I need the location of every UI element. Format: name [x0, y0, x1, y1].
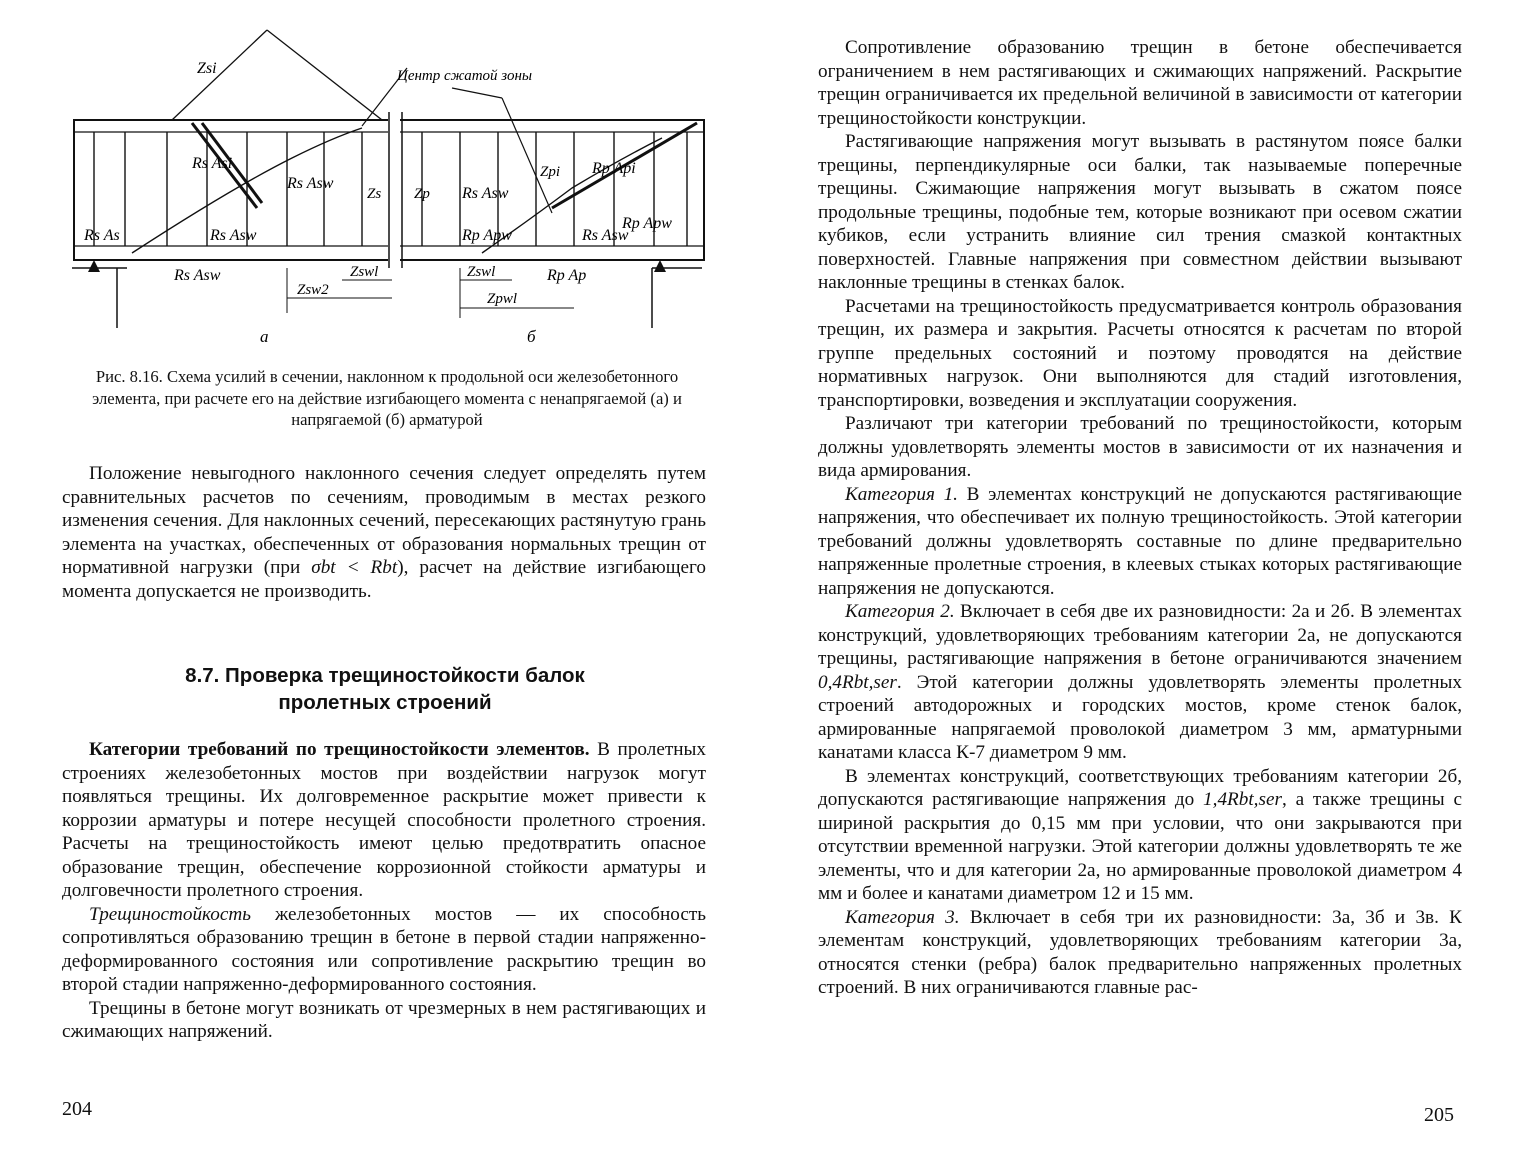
paragraph: Категории требований по трещиностойкости элементов. В пролетных строениях железобетонных мостов при воздействии нагрузок могут появляться трещины. Их долговременное раскрытие может привести к коррозии арматуры и потере несущей способности пролетного строения. Расчеты на трещиностойкость имеют целью предотвратить опасное образование трещин, обеспечение коррозионной стойкости арматуры и долговечности пролетного строения. [62, 739, 706, 901]
paragraph: Различают три категории требований по трещиностойкости, которым должны удовлетворять элементы мостов в зависимости от их назначения и вида армирования. [818, 413, 1462, 481]
paragraph: Сопротивление образованию трещин в бетоне обеспечивается ограничением в нем растягивающих и сжимающих напряжений. Раскрытие трещин ограничивается их предельной величиной в зависимости от категории трещиностойкости конструкции. [818, 37, 1462, 129]
symbol-zpwl: Zpwl [487, 291, 518, 307]
paragraph: В элементах конструкций, соответствующих требованиям категории 2б, допускаются растягивающие напряжения до 1,4Rbt,ser, а также трещины с шириной раскрытия до 0,15 мм при условии, что они закрываются при отсутствии временной нагрузки. Этой категории должны удовлетворять те же элементы, что и для категории 2а, но армированные проволокой диаметром 4 мм и более и канатами диаметром 12 и 15 мм. [818, 765, 1462, 904]
beam-force-diagram [62, 28, 712, 350]
compression-zone-label: Центр сжатой зоны [397, 68, 533, 84]
paragraph: Категория 3. Включает в себя три их разновидности: 3а, 3б и 3в. К элементам конструкций, удовлетворяющих требованиям категории 3а, относятся стенки (ребра) балок предварительно напряженных пролетных строений. В них ограничиваются главные рас- [818, 906, 1462, 998]
paragraph: Расчетами на трещиностойкость предусматривается контроль образования трещин, их размера и закрытия. Расчеты относятся к расчетам по второй группе предельных состояний и поэтому проводятся на действие нормативных нагрузок. Они выполняются для стадий изготовления, транспортировки, возведения и эксплуатации сооружения. [818, 295, 1462, 411]
left-text-block-1 [62, 462, 706, 603]
symbol-zp: Zp [414, 186, 430, 202]
symbol-zswl-left: Zswl [350, 264, 379, 280]
symbol-rp-apw-2: Rp Apw [622, 215, 672, 232]
symbol-rs-asw-1: Rs Asw [287, 175, 334, 192]
paragraph: Категория 1. В элементах конструкций не допускаются растягивающие напряжения, что обеспечивает их полную трещиностойкость. Этой категории требований должны удовлетворять составные по длине предварительно напряженные пролетные строения, в клеевых стыках которых растягивающие напряжения не допускаются. [818, 483, 1462, 599]
symbol-rs-as: Rs As [84, 227, 120, 244]
formula: σbt < Rbt [311, 557, 398, 578]
left-text-block-2 [62, 738, 706, 1044]
right-text-block [818, 36, 1462, 1000]
figure-caption: Рис. 8.16. Схема усилий в сечении, наклонном к продольной оси железобетонного элемента, при расчете его на действие изгибающего момента с ненапрягаемой (а) и напрягаемой (б) арматурой [92, 367, 682, 429]
symbol-rs-asw-3: Rs Asw [174, 267, 221, 284]
symbol-zs: Zs [367, 186, 382, 202]
page-number-left: 204 [62, 1098, 92, 1120]
symbol-zsi: Zsi [197, 60, 217, 77]
symbol-rp-ap: Rp Ap [547, 267, 587, 284]
figure-label-a: а [260, 327, 269, 346]
symbol-rp-apw-1: Rp Apw [462, 227, 512, 244]
figure-label-b: б [527, 327, 536, 346]
symbol-rp-api: Rp Api [592, 160, 636, 177]
paragraph: Трещиностойкость железобетонных мостов — их способность сопротивляться образованию трещин в бетоне в первой стадии напряженно-деформированного состояния или сопротивление раскрытию трещин во второй стадии напряженно-деформированного состояния. [62, 903, 706, 995]
page-number-right: 205 [1424, 1104, 1454, 1126]
section-heading: 8.7. Проверка трещиностойкости балок пролетных строений [185, 664, 585, 714]
paragraph: Трещины в бетоне могут возникать от чрезмерных в нем растягивающих и сжимающих напряжений. [62, 997, 706, 1042]
symbol-rs-asw-right-2: Rs Asw [582, 227, 629, 244]
formula: 1,4Rbt,ser [1203, 789, 1282, 810]
paragraph: Категория 2. Включает в себя две их разновидности: 2а и 2б. В элементах конструкций, удовлетворяющих требованиям категории 2а, не допускаются трещины, растягивающие напряжения в бетоне ограничиваются значением 0,4Rbt,ser. Этой категории должны удовлетворять элементы пролетных строений автодорожных и городских мостов, кроме стенок балок, армированные напрягаемой проволокой диаметром 3 мм, арматурными канатами класса К-7 диаметром 9 мм. [818, 601, 1462, 763]
symbol-zsw2: Zsw2 [297, 282, 329, 298]
symbol-rs-asw-right: Rs Asw [462, 185, 509, 202]
symbol-zswl-right: Zswl [467, 264, 496, 280]
formula: 0,4Rbt,ser [818, 671, 897, 693]
symbol-zpi: Zpi [540, 164, 561, 180]
symbol-rs-asw-2: Rs Asw [210, 227, 257, 244]
paragraph: Растягивающие напряжения могут вызывать в растянутом поясе балки трещины, перпендикулярные оси балки, так называемые поперечные трещины. Сжимающие напряжения могут вызывать в сжатом поясе продольные трещины, подобные тем, которые возникают при осевом сжатии кубиков, если устранить влияние сил трения смазкой контактных поверхностей. Главные напряжения при совместном действии вызывают наклонные трещины в стенках балок. [818, 131, 1462, 293]
symbol-rs-asi: Rs Asi [192, 155, 233, 172]
paragraph: Положение невыгодного наклонного сечения следует определять путем сравнительных расчетов по сечениям, проводимым в местах резкого изменения сечения. Для наклонных сечений, пересекающих растянутую грань элемента на участках, обеспеченных от образования нормальных трещин от нормативной нагрузки (при σbt < Rbt), расчет на действие изгибающего момента допускается не производить. [62, 463, 707, 602]
